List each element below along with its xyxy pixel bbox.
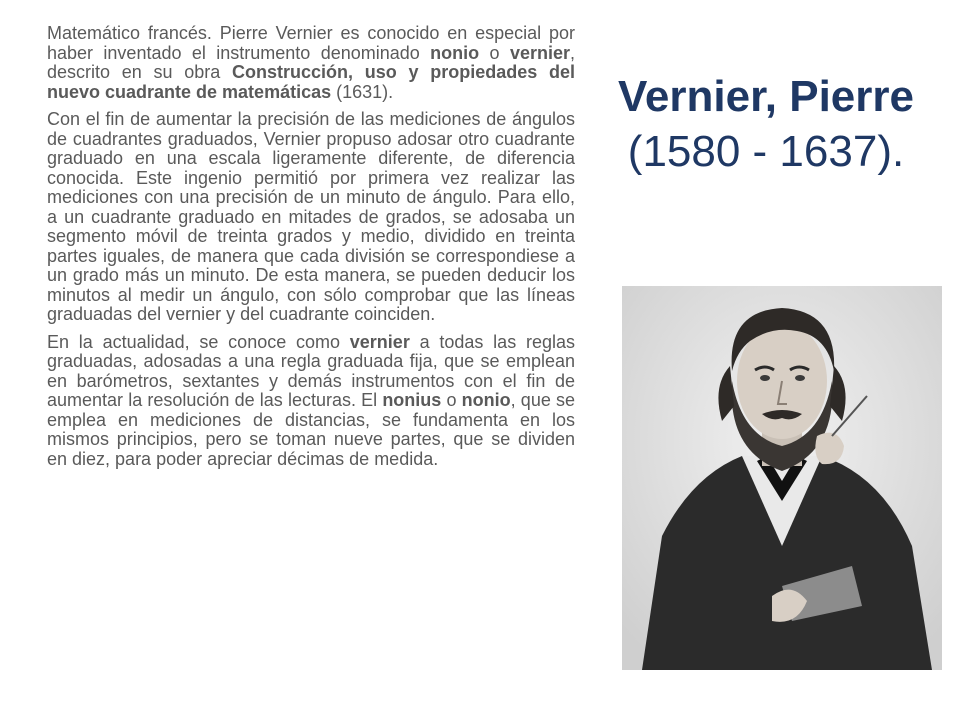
bold-term: Construcción, uso y propiedades del nuevo cuadrante de matemáticas	[47, 62, 575, 102]
text-run: o	[441, 390, 462, 410]
portrait-illustration	[622, 286, 942, 670]
slide-subtitle: (1580 - 1637).	[627, 127, 905, 176]
text-run: Matemático francés. Pierre Vernier es conocido en especial por haber inventado el instrumento denominado	[47, 23, 575, 63]
paragraph-current-use	[47, 333, 575, 470]
portrait-image	[622, 286, 942, 670]
paragraph-method	[47, 110, 575, 325]
text-run: Con el fin de aumentar la precisión de las mediciones de ángulos de cuadrantes graduados, Vernier propuso adosar otro cuadrante graduado en una escala ligeramente diferente, de diferencia conocida. Este ingenio permitió por primera vez realizar las mediciones con una precisión de un minuto de ángulo. Para ello, a un cuadrante graduado en mitades de grados, se adosaba un segmento móvil de treinta grados y medio, dividido en treinta partes iguales, de manera que cada división se correspondiese a un grado más un minuto. De esta manera, se pueden deducir los minutos al medir un ángulo, con sólo comprobar que las líneas graduadas del vernier y del cuadrante coinciden.	[47, 109, 575, 324]
bold-term: nonius	[382, 390, 442, 410]
paragraph-intro	[47, 24, 575, 102]
body-text	[47, 24, 575, 469]
text-run: (1631).	[331, 81, 394, 102]
bold-term: nonio	[461, 390, 511, 410]
slide-title: Vernier, Pierre	[618, 72, 914, 121]
bold-term: nonio	[430, 42, 480, 63]
bold-term: vernier	[509, 42, 570, 63]
text-run: En la actualidad, se conoce como	[47, 331, 350, 352]
text-run: a todas las reglas graduadas, adosadas a una regla graduada fija, que se emplean en barómetros, sextantes y demás instrumentos con el fin de aumentar la resolución de las lecturas. El	[47, 331, 575, 410]
title-block	[596, 72, 936, 182]
text-run: , que se emplea en mediciones de distancias, se fundamenta en los mismos principios, pero se toman nueve partes, que se dividen en diez, para poder apreciar décimas de medida.	[47, 390, 576, 469]
text-run: , descrito en su obra	[47, 42, 575, 82]
text-run: o	[479, 42, 510, 63]
bold-term: vernier	[349, 331, 410, 352]
